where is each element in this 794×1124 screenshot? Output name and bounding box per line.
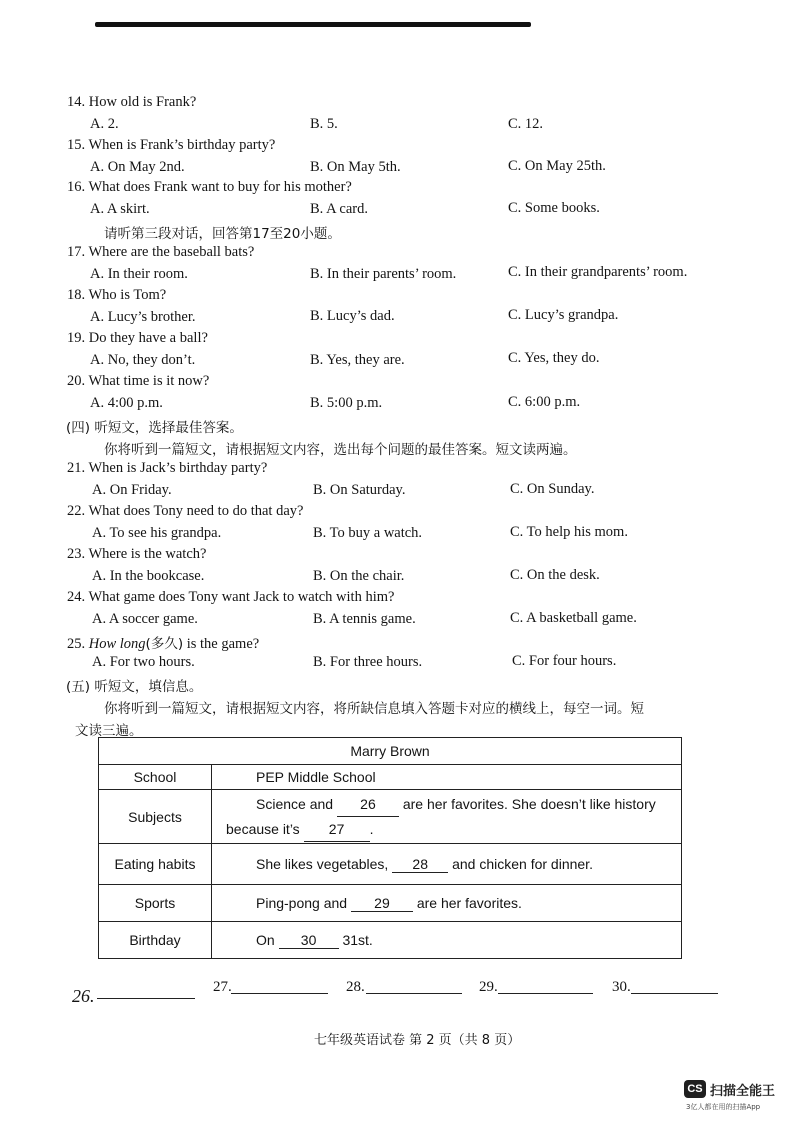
option-19-b: B. Yes, they are. [310,352,405,368]
blank-26: 26 [337,792,399,817]
option-14-b: B. 5. [310,116,338,132]
row-value-birthday: On 30 31st. [212,922,682,959]
option-19-a: A. No, they don’t. [90,352,196,368]
row-label-eating: Eating habits [99,844,212,885]
row-label-sports: Sports [99,885,212,922]
option-21-a: A. On Friday. [92,482,172,498]
blank-27: 27 [304,817,370,842]
option-21-b: B. On Saturday. [313,482,406,498]
option-17-b: B. In their parents’ room. [310,266,457,282]
question-19: 19. Do they have a ball? [67,330,208,346]
table-row-birthday [99,922,682,959]
question-16: 16. What does Frank want to buy for his mother? [67,179,352,195]
option-14-c: C. 12. [508,116,544,132]
answer-label-30: 30. [612,979,631,995]
table-row-subjects [99,790,682,844]
option-24-c: C. A basketball game. [510,610,637,626]
row-value-subjects: Science and 26 are her favorites. She doesn’t like history because it’s 27 . [212,790,682,844]
page-footer: 七年级英语试卷 第 2 页（共 8 页） [314,1033,521,1048]
question-23: 23. Where is the watch? [67,546,207,562]
question-17: 17. Where are the baseball bats? [67,244,255,260]
table-row-sports [99,885,682,922]
question-22: 22. What does Tony need to do that day? [67,503,304,519]
option-24-b: B. A tennis game. [313,611,416,627]
option-22-b: B. To buy a watch. [313,525,423,541]
blank-29: 29 [351,895,413,912]
answer-label-27: 27. [213,979,232,995]
blank-30: 30 [279,932,339,949]
option-23-a: A. In the bookcase. [92,568,205,584]
row-label-school: School [99,765,212,790]
option-18-b: B. Lucy’s dad. [310,308,395,324]
blank-28: 28 [392,856,448,873]
question-15: 15. When is Frank’s birthday party? [67,137,276,153]
scanner-app-tagline: 3亿人都在用的扫描App [686,1103,761,1111]
option-16-c: C. Some books. [508,200,600,216]
section4-instruction: 你将听到一篇短文，请根据短文内容，选出每个问题的最佳答案。短文读两遍。 [104,442,577,458]
question-24: 24. What game does Tony want Jack to watch with him? [67,589,395,605]
answer-label-28: 28. [346,979,365,995]
table-row-eating [99,844,682,885]
option-23-c: C. On the desk. [510,567,600,583]
answer-line-26[interactable] [97,998,195,999]
question-14: 14. How old is Frank? [67,94,197,110]
option-20-c: C. 6:00 p.m. [508,394,581,410]
dialog3-instruction: 请听第三段对话，回答第17至20小题。 [104,226,341,242]
option-14-a: A. 2. [90,116,119,132]
section5-instruction-cont: 文读三遍。 [75,723,143,739]
option-25-a: A. For two hours. [92,654,195,670]
question-25: 25. How long(多久) is the game? [67,636,260,652]
answer-line-30[interactable] [631,993,718,994]
option-20-a: A. 4:00 p.m. [90,395,163,411]
answer-line-28[interactable] [366,993,462,994]
table-title: Marry Brown [99,738,682,765]
row-value-school: PEP Middle School [212,765,682,790]
top-rule [95,22,531,27]
option-15-a: A. On May 2nd. [90,159,185,175]
row-label-birthday: Birthday [99,922,212,959]
section5-title: (五) 听短文，填信息。 [66,679,203,695]
option-24-a: A. A soccer game. [92,611,198,627]
option-17-a: A. In their room. [90,266,188,282]
option-22-a: A. To see his grandpa. [92,525,222,541]
answer-label-26: 26. [72,986,95,1006]
option-21-c: C. On Sunday. [510,481,595,497]
option-17-c: C. In their grandparents’ room. [508,264,688,280]
info-table [98,737,682,959]
question-21: 21. When is Jack’s birthday party? [67,460,268,476]
option-22-c: C. To help his mom. [510,524,628,540]
answer-label-29: 29. [479,979,498,995]
scanner-app-name: 扫描全能王 [710,1084,776,1099]
option-23-b: B. On the chair. [313,568,405,584]
question-20: 20. What time is it now? [67,373,210,389]
row-value-sports: Ping-pong and 29 are her favorites. [212,885,682,922]
option-15-c: C. On May 25th. [508,158,606,174]
table-row-school [99,765,682,790]
option-18-c: C. Lucy’s grandpa. [508,307,619,323]
option-16-b: B. A card. [310,201,368,217]
answer-line-29[interactable] [498,993,593,994]
section4-title: (四) 听短文，选择最佳答案。 [66,420,243,436]
row-value-eating: She likes vegetables, 28 and chicken for dinner. [212,844,682,885]
section5-instruction: 你将听到一篇短文，请根据短文内容，将所缺信息填入答题卡对应的横线上，每空一词。短 [104,701,644,717]
option-15-b: B. On May 5th. [310,159,401,175]
option-19-c: C. Yes, they do. [508,350,600,366]
answer-line-27[interactable] [231,993,328,994]
option-18-a: A. Lucy’s brother. [90,309,196,325]
cs-logo-icon: CS [684,1080,706,1098]
option-16-a: A. A skirt. [90,201,150,217]
question-18: 18. Who is Tom? [67,287,167,303]
option-25-c: C. For four hours. [512,653,617,669]
row-label-subjects: Subjects [99,790,212,844]
option-25-b: B. For three hours. [313,654,423,670]
option-20-b: B. 5:00 p.m. [310,395,383,411]
